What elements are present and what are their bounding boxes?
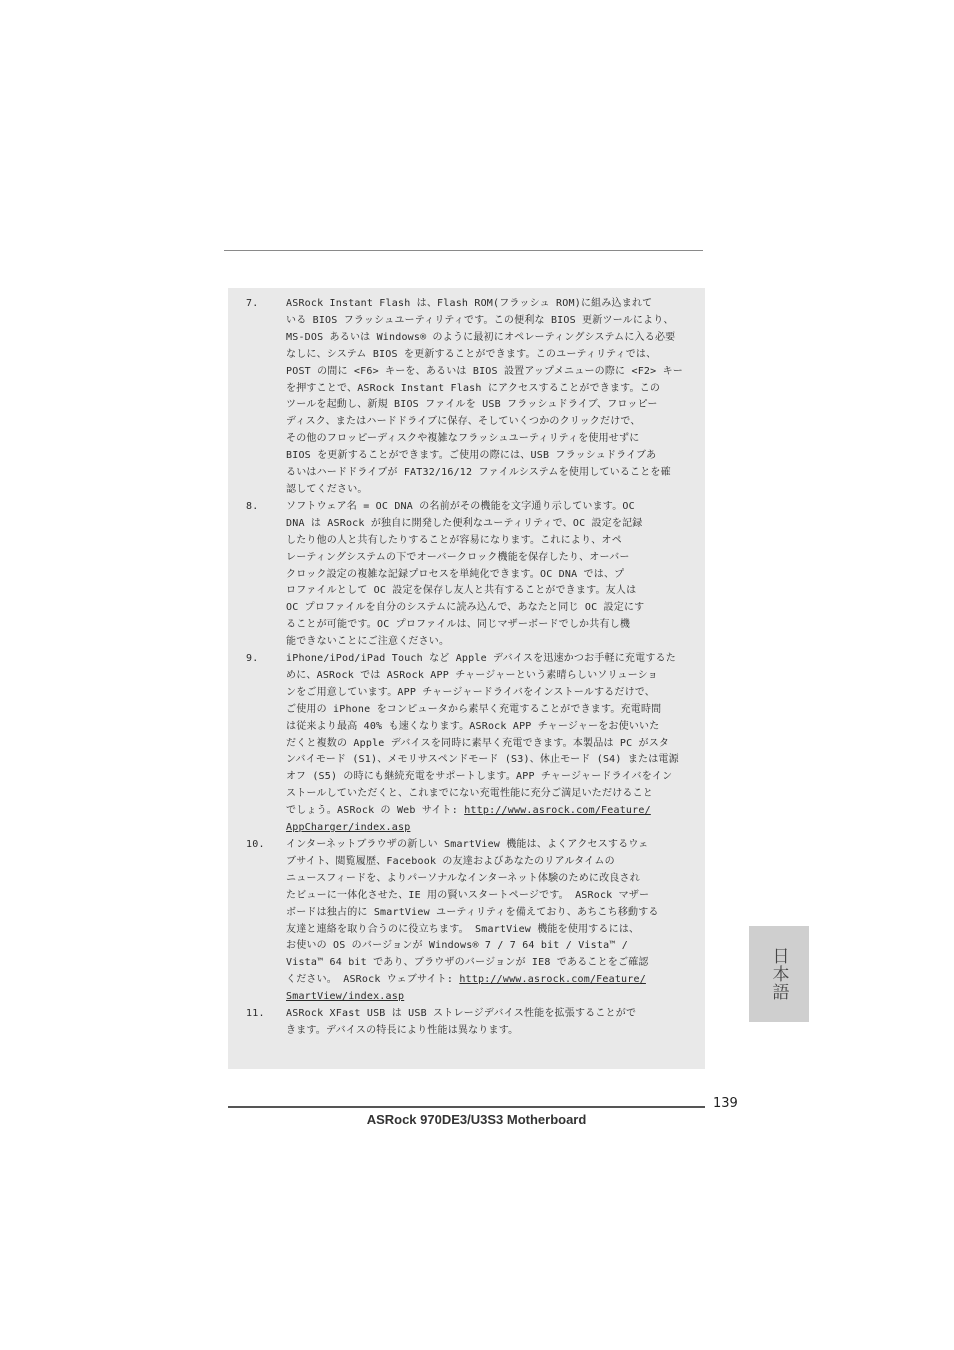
text-line bbox=[286, 296, 691, 313]
text-line bbox=[286, 685, 691, 702]
text-line bbox=[286, 820, 691, 837]
text-segment: ご使用の iPhone をコンピュータから素早く充電することができます。充電時間 bbox=[286, 703, 662, 715]
url-link[interactable]: http://www.asrock.com/Feature/ bbox=[464, 805, 651, 817]
text-segment: ロファイルとして OC 設定を保存し友人と共有することができます。友人は bbox=[286, 585, 637, 597]
text-segment: たビューに一体化させた、IE 用の賢いスタートページです。 ASRock マザー bbox=[286, 889, 650, 901]
text-segment: ASRock XFast USB は USB ストレージデバイス性能を拡張することがで bbox=[286, 1008, 637, 1020]
top-divider bbox=[224, 250, 703, 251]
text-line bbox=[286, 837, 691, 854]
text-line bbox=[286, 617, 691, 634]
text-segment: ディスク、またはハードドライブに保存、そしていくつかのクリックだけで、 bbox=[286, 416, 641, 428]
text-segment: なしに、システム BIOS を更新することができます。このユーティリティでは、 bbox=[286, 348, 657, 360]
text-segment: ンをご用意しています。APP チャージャードライバをインストールするだけで、 bbox=[286, 686, 655, 698]
text-line bbox=[286, 533, 691, 550]
text-segment: Vista™ 64 bit であり、ブラウザのバージョンが IE8 であることをご確認 bbox=[286, 957, 649, 969]
text-line bbox=[286, 888, 691, 905]
text-line bbox=[286, 634, 691, 651]
list-item-number: 7. bbox=[246, 298, 259, 309]
list-item-number: 9. bbox=[246, 653, 259, 665]
footer-title: ASRock 970DE3/U3S3 Motherboard bbox=[366, 1112, 587, 1127]
text-line bbox=[286, 550, 691, 567]
text-line bbox=[286, 989, 691, 1006]
text-line bbox=[286, 972, 691, 989]
text-segment: を押すことで、ASRock Instant Flash にアクセスすることができます。この bbox=[286, 382, 661, 394]
text-segment: でしょう。ASRock の Web サイト: bbox=[286, 805, 465, 817]
text-line bbox=[286, 330, 691, 347]
text-segment: ソフトウェア名 = OC DNA の名前がその機能を文字通り示しています。OC bbox=[286, 500, 635, 512]
text-line bbox=[286, 313, 691, 330]
text-line bbox=[286, 905, 691, 922]
list-item-text bbox=[286, 296, 691, 499]
list-item-number: 11. bbox=[246, 1008, 265, 1020]
text-line bbox=[286, 431, 691, 448]
text-line bbox=[286, 381, 691, 398]
text-line bbox=[286, 499, 691, 516]
url-link[interactable]: AppCharger/index.asp bbox=[286, 822, 411, 834]
text-line bbox=[286, 482, 691, 499]
feature-notes-panel bbox=[228, 288, 705, 1069]
text-segment: その他のフロッピーディスクや複雑なフラッシュユーティリティを使用せずに bbox=[286, 433, 640, 445]
text-line bbox=[286, 600, 691, 617]
text-line bbox=[286, 583, 691, 600]
list-item bbox=[228, 1006, 705, 1040]
list-item bbox=[228, 296, 705, 499]
text-line bbox=[286, 448, 691, 465]
text-segment: ください。 ASRock ウェブサイト: bbox=[286, 974, 460, 986]
text-segment: いる BIOS フラッシュユーティリティです。この便利な BIOS 更新ツールにより、 bbox=[286, 314, 674, 326]
text-segment: MS-DOS あるいは Windows® のように最初にオペレーティングシステムに入る必要 bbox=[286, 331, 676, 343]
list-item-number: 8. bbox=[246, 500, 259, 512]
text-segment: OC プロファイルを自分のシステムに読み込んで、あなたと同じ OC 設定にす bbox=[286, 602, 645, 614]
text-segment: DNA は ASRock が独自に開発した便利なユーティリティで、OC 設定を記録 bbox=[286, 517, 643, 529]
text-line bbox=[286, 786, 691, 803]
text-segment: レーティングシステムの下でオーバークロック機能を保存したり、オーバー bbox=[286, 551, 630, 563]
text-line bbox=[286, 364, 691, 381]
text-line bbox=[286, 955, 691, 972]
feature-list bbox=[228, 296, 705, 1040]
text-line bbox=[286, 465, 691, 482]
text-segment: クロック設定の複雑な記録プロセスを単純化できます。OC DNA では、プ bbox=[286, 568, 625, 580]
text-segment: ることが可能です。OC プロファイルは、同じマザーボードでしか共有し機 bbox=[286, 619, 631, 631]
page-number: 139 bbox=[713, 1096, 738, 1111]
text-segment: BIOS を更新することができます。ご使用の際には、USB フラッシュドライブあ bbox=[286, 450, 657, 462]
list-item bbox=[228, 499, 705, 651]
language-tab bbox=[749, 926, 809, 1022]
text-segment: るいはハードドライブが FAT32/16/12 ファイルシステムを使用していることを確 bbox=[286, 467, 671, 479]
text-segment: きます。デバイスの特長により性能は異なります。 bbox=[286, 1024, 519, 1036]
text-segment: ブサイト、閲覧履歴、Facebook の友達およびあなたのリアルタイムの bbox=[286, 855, 615, 867]
text-segment: めに、ASRock では ASRock APP チャージャーという素晴らしいソリューショ bbox=[286, 669, 658, 681]
url-link[interactable]: http://www.asrock.com/Feature/ bbox=[459, 974, 646, 986]
footer-divider bbox=[228, 1106, 705, 1108]
text-segment: インターネットブラウザの新しい SmartView 機能は、よくアクセスするウェ bbox=[286, 839, 649, 850]
url-link[interactable]: SmartView/index.asp bbox=[286, 991, 405, 1003]
text-line bbox=[286, 414, 691, 431]
text-segment: だくと複数の Apple デバイスを同時に素早く充電できます。本製品は PC がスタ bbox=[286, 737, 670, 749]
text-line bbox=[286, 752, 691, 769]
language-tab-label: 日本語 bbox=[768, 947, 789, 1001]
text-segment: ストールしていただくと、これまでにない充電性能に充分ご満足いただけること bbox=[286, 788, 653, 800]
text-segment: iPhone/iPod/iPad Touch など Apple デバイスを迅速かつお手軽に充電するた bbox=[286, 653, 676, 665]
list-item-number: 10. bbox=[246, 839, 265, 850]
list-item bbox=[228, 651, 705, 837]
text-line bbox=[286, 922, 691, 939]
list-item-text bbox=[286, 651, 691, 837]
text-line bbox=[286, 668, 691, 685]
text-line bbox=[286, 567, 691, 584]
text-line bbox=[286, 854, 691, 871]
text-line bbox=[286, 347, 691, 364]
text-segment: オフ (S5) の時にも継続充電をサポートします。APP チャージャードライバをイン bbox=[286, 771, 673, 783]
text-line bbox=[286, 651, 691, 668]
text-segment: お使いの OS のバージョンが Windows® 7 / 7 64 bit / Vista™ / bbox=[286, 940, 628, 952]
list-item-text bbox=[286, 1006, 691, 1040]
text-line bbox=[286, 516, 691, 533]
text-line bbox=[286, 719, 691, 736]
list-item-text bbox=[286, 499, 691, 651]
text-segment: ニュースフィードを、よりパーソナルなインターネット体験のために改良され bbox=[286, 872, 640, 884]
text-segment: ンバイモード (S1)、メモリサスペンドモード (S3)、休止モード (S4) または電源 bbox=[286, 754, 679, 766]
text-segment: ASRock Instant Flash は、Flash ROM(フラッシュ ROM)に組み込まれて bbox=[286, 298, 653, 309]
text-line bbox=[286, 871, 691, 888]
text-line bbox=[286, 397, 691, 414]
list-item bbox=[228, 837, 705, 1006]
text-line bbox=[286, 938, 691, 955]
list-item-text bbox=[286, 837, 691, 1006]
text-segment: ツールを起動し、新規 BIOS ファイルを USB フラッシュドライブ、フロッピー bbox=[286, 399, 658, 411]
text-segment: は従来より最高 40% も速くなります。ASRock APP チャージャーをお使いいた bbox=[286, 720, 660, 732]
text-line bbox=[286, 702, 691, 719]
text-segment: POST の間に <F6> キーを、あるいは BIOS 設置アップメニューの際に <F2> キー bbox=[286, 365, 683, 377]
text-segment: したり他の人と共有したりすることが容易になります。これにより、オペ bbox=[286, 534, 622, 546]
text-line bbox=[286, 803, 691, 820]
text-segment: 能できないことにご注意ください。 bbox=[286, 636, 450, 648]
text-line bbox=[286, 736, 691, 753]
text-line bbox=[286, 1006, 691, 1023]
text-segment: ボードは独占的に SmartView ユーティリティを備えており、あちこち移動する bbox=[286, 906, 659, 918]
text-line bbox=[286, 769, 691, 786]
text-segment: 認してください。 bbox=[286, 483, 368, 495]
text-line bbox=[286, 1023, 691, 1040]
text-segment: 友達と連絡を取り合うのに役立ちます。 SmartView 機能を使用するには、 bbox=[286, 923, 640, 935]
